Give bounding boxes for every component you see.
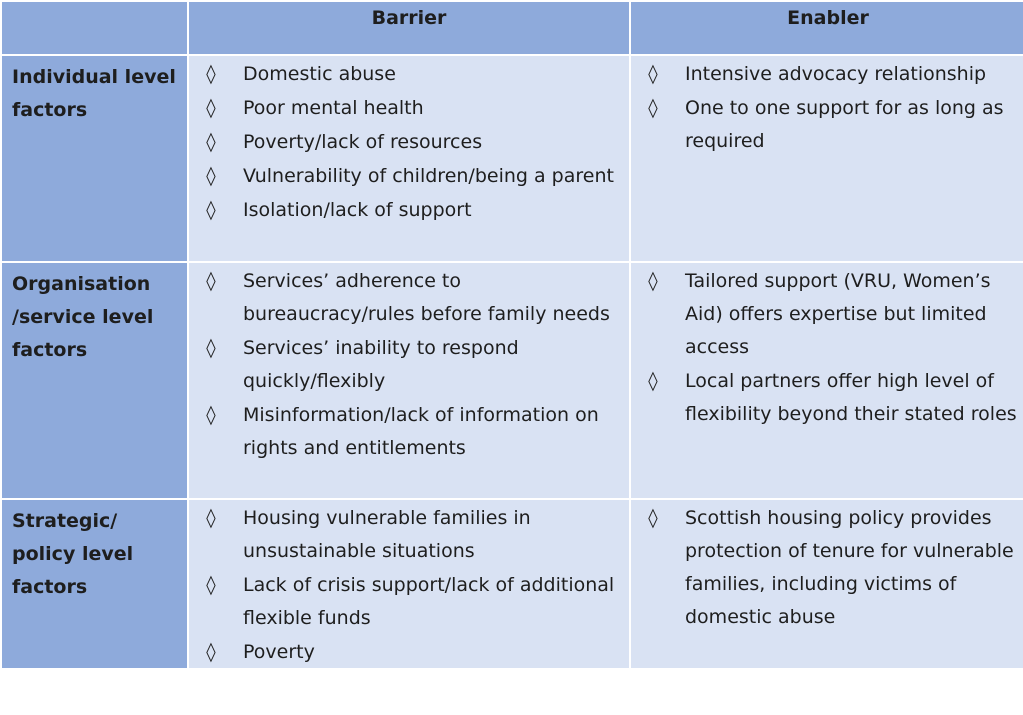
barrier-cell-organisation <box>189 263 629 498</box>
diamond-bullet-icon: ◊ <box>206 165 216 187</box>
diamond-bullet-icon: ◊ <box>648 370 658 392</box>
list-item: ◊ Services’ inability to respond quickly/flexibly <box>189 332 629 398</box>
diamond-bullet-icon: ◊ <box>206 270 216 292</box>
row-label-individual: Individual level factors <box>2 56 187 261</box>
list-item: ◊ Scottish housing policy provides protection of tenure for vulnerable families, including victims of domestic abuse <box>631 502 1023 634</box>
list-item: ◊ Poverty <box>189 636 629 669</box>
header-enabler: Enabler <box>631 2 1023 54</box>
enabler-cell-individual <box>631 56 1023 261</box>
list-item: ◊ Services’ adherence to bureaucracy/rules before family needs <box>189 265 629 331</box>
enabler-cell-organisation <box>631 263 1023 498</box>
list-item: ◊ Domestic abuse <box>189 58 629 91</box>
diamond-bullet-icon: ◊ <box>206 337 216 359</box>
row-label-organisation: Organisation /service level factors <box>2 263 187 498</box>
list-item: ◊ One to one support for as long as required <box>631 92 1023 158</box>
diamond-bullet-icon: ◊ <box>648 507 658 529</box>
barrier-cell-individual <box>189 56 629 261</box>
list-item: ◊ Misinformation/lack of information on rights and entitlements <box>189 399 629 465</box>
barrier-enabler-table <box>2 2 1021 662</box>
diamond-bullet-icon: ◊ <box>648 63 658 85</box>
diamond-bullet-icon: ◊ <box>648 97 658 119</box>
diamond-bullet-icon: ◊ <box>206 97 216 119</box>
header-barrier: Barrier <box>189 2 629 54</box>
list-item: ◊ Intensive advocacy relationship <box>631 58 1023 91</box>
diamond-bullet-icon: ◊ <box>206 199 216 221</box>
diamond-bullet-icon: ◊ <box>206 63 216 85</box>
list-item: ◊ Poverty/lack of resources <box>189 126 629 159</box>
diamond-bullet-icon: ◊ <box>206 507 216 529</box>
diamond-bullet-icon: ◊ <box>206 574 216 596</box>
list-item: ◊ Isolation/lack of support <box>189 194 629 227</box>
list-item: ◊ Vulnerability of children/being a parent <box>189 160 629 193</box>
row-label-strategic: Strategic/ policy level factors <box>2 500 187 668</box>
list-item: ◊ Local partners offer high level of flexibility beyond their stated roles <box>631 365 1023 431</box>
list-item: ◊ Tailored support (VRU, Women’s Aid) offers expertise but limited access <box>631 265 1023 364</box>
barrier-cell-strategic <box>189 500 629 668</box>
list-item: ◊ Lack of crisis support/lack of additional flexible funds <box>189 569 629 635</box>
diamond-bullet-icon: ◊ <box>206 404 216 426</box>
list-item: ◊ Housing vulnerable families in unsustainable situations <box>189 502 629 568</box>
corner-cell <box>2 2 187 54</box>
diamond-bullet-icon: ◊ <box>206 131 216 153</box>
list-item: ◊ Poor mental health <box>189 92 629 125</box>
diamond-bullet-icon: ◊ <box>648 270 658 292</box>
diamond-bullet-icon: ◊ <box>206 641 216 663</box>
enabler-cell-strategic <box>631 500 1023 668</box>
